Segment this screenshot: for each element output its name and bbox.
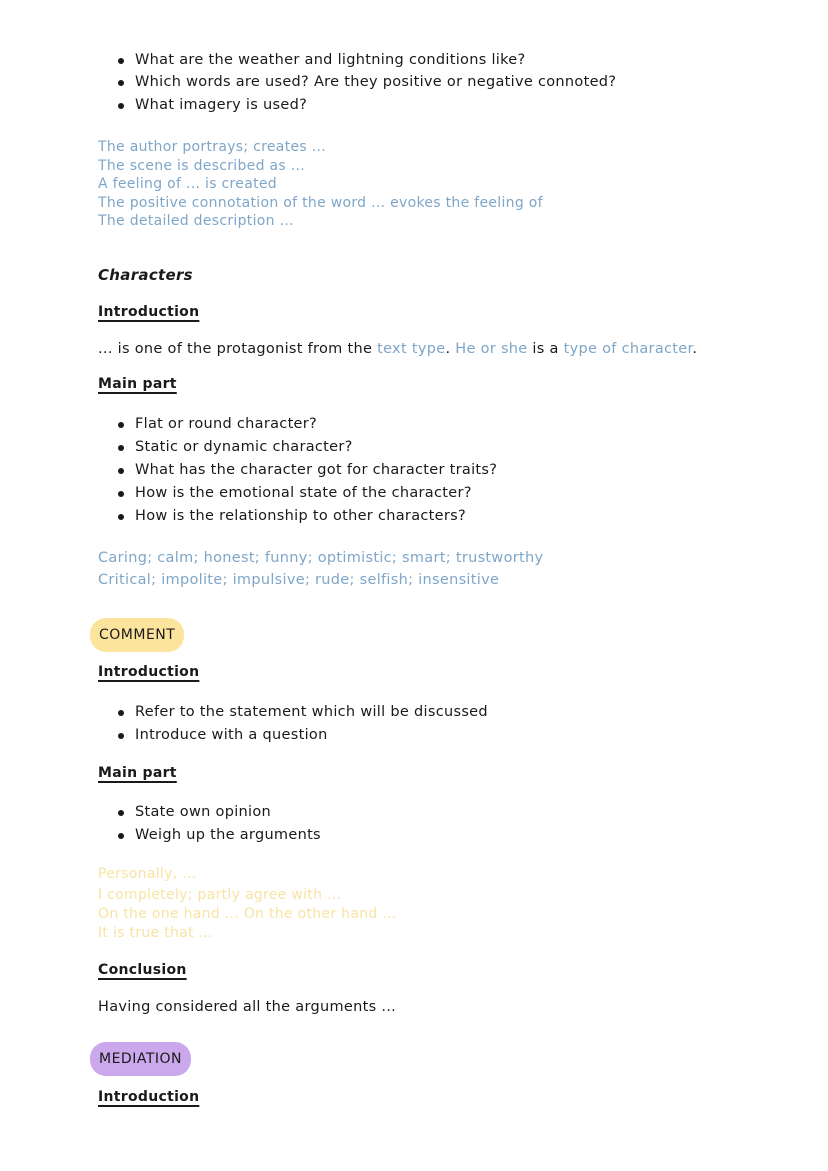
- text: .: [692, 341, 698, 357]
- comment-badge: COMMENT: [90, 618, 184, 652]
- mediation-badge: MEDIATION: [90, 1042, 191, 1076]
- phrase: A feeling of ... is created: [98, 176, 277, 192]
- placeholder-text: type of character: [563, 341, 693, 357]
- list-item: Weigh up the arguments: [118, 825, 321, 845]
- heading-introduction: Introduction: [98, 1089, 200, 1105]
- heading-main-part: Main part: [98, 376, 177, 392]
- heading-conclusion: Conclusion: [98, 962, 187, 978]
- placeholder-text: text type: [377, 341, 446, 357]
- list-item: Static or dynamic character?: [118, 437, 353, 457]
- list-item: What imagery is used?: [118, 95, 307, 115]
- list-item: Flat or round character?: [118, 414, 317, 434]
- list-item: How is the emotional state of the character?: [118, 483, 472, 503]
- conclusion-text: Having considered all the arguments ...: [98, 999, 397, 1015]
- heading-introduction: Introduction: [98, 304, 200, 320]
- text: ... is one of the protagonist from the: [98, 341, 378, 357]
- phrase: The positive connotation of the word ... evokes the feeling of: [98, 195, 543, 211]
- phrase: On the one hand ... On the other hand ...: [98, 906, 397, 922]
- intro-sentence: [98, 339, 697, 359]
- phrase: Personally, ...: [98, 866, 197, 882]
- phrase: The author portrays; creates ...: [98, 139, 326, 155]
- phrase: It is true that ...: [98, 925, 213, 941]
- section-title: Characters: [98, 266, 193, 284]
- text: is a: [527, 341, 564, 357]
- phrase: I completely; partly agree with ...: [98, 887, 342, 903]
- list-item: What has the character got for character traits?: [118, 460, 497, 480]
- traits-positive: Caring; calm; honest; funny; optimistic; smart; trustworthy: [98, 550, 544, 566]
- list-item: Refer to the statement which will be discussed: [118, 702, 488, 722]
- list-item: Which words are used? Are they positive or negative connoted?: [118, 72, 616, 92]
- list-item: Introduce with a question: [118, 725, 328, 745]
- phrase: The scene is described as ...: [98, 158, 306, 174]
- phrase: The detailed description ...: [98, 213, 294, 229]
- text: .: [445, 341, 456, 357]
- placeholder-text: He or she: [455, 341, 528, 357]
- heading-main-part: Main part: [98, 765, 177, 781]
- heading-introduction: Introduction: [98, 664, 200, 680]
- traits-negative: Critical; impolite; impulsive; rude; selfish; insensitive: [98, 572, 500, 588]
- list-item: What are the weather and lightning conditions like?: [118, 50, 526, 70]
- list-item: State own opinion: [118, 802, 271, 822]
- list-item: How is the relationship to other characters?: [118, 506, 466, 526]
